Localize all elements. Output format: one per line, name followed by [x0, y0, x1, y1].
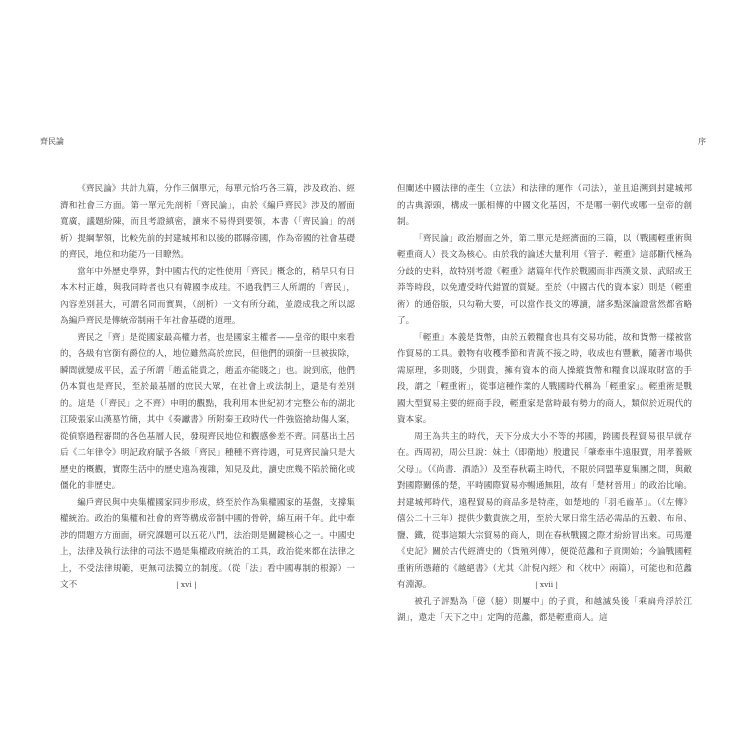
paragraph: 「齊民論」政治層面之外，第二單元是經濟面的三篇，以（戰國輕重術與輕重商人）長文為核心。由於我的論述大量利用《管子．輕重》這部斷代極為分歧的史料，故特別考證《輕重》諸篇年代作於戰國而非西漢文景、武昭或王莽等時段，以免遭受時代錯置的質疑。至於（中國古代的資本家）則是（輕重術）的通俗版，只勾勒大要，可以當作長文的導讀，諸多點深論證當然都省略了。: [397, 233, 692, 326]
paragraph-continuation: 但闡述中國法律的產生（立法）和法律的運作（司法），並且追溯到封建城邦的古典源頭，構成一脈相傳的中國文化基因，不是哪一朝代或哪一皇帝的創制。: [397, 184, 692, 227]
right-page-body: [397, 181, 692, 627]
paragraph: 被孔子評點為「億（臆）則屢中」的子貢，和越滅吳後「乘扁舟浮於江湖」，遨走「天下之中」定陶的范蠡，都是輕重商人。這: [397, 596, 692, 623]
running-header-left: 齊民論: [40, 137, 64, 146]
page-number-left: | xvi |: [176, 580, 197, 589]
paragraph: 當年中外歷史學界，對中國古代的定性使用「齊民」概念的，稍早只有日本木村正雄，與我同時者也只有韓國李成珪。不過我們三人所謂的「齊民」，內容差別甚大，可謂名同而實異，（剖析）一文有所分疏，並證成我之所以認為編戶齊民是傳統帝制兩千年社會基礎的道理。: [60, 266, 355, 326]
paragraph: 「輕重」本義是貨幣，由於五穀糧食也具有交易功能，故和貨幣一樣被當作貿易的工具。穀物有收穫季節和青黃不接之時，收成也有豐歉，隨著市場供需原理，多則賤，少則貴，擁有資本的商人操縱貨幣和糧食以謀取財富的手段，謂之「輕重術」，從事這種作業的人戰國時代稱為「輕重家」。輕重術是戰國大型貿易主要的經商手段，輕重家是當時最有勢力的商人，類似於近現代的資本家。: [397, 332, 692, 425]
left-page-body: [60, 181, 355, 594]
paragraph: 《齊民論》共計九篇，分作三個單元，每單元恰巧各三篇，涉及政治、經濟和社會三方面。第一單元先剖析「齊民論」，由於《編戶齊民》涉及的層面寬廣，議題紛陳，而且考證縝密，讀來不易得到要領，本書（「齊民論」的剖析）提綱挈領，比較先前的封建城邦和以後的郡縣帝國，作為帝國的社會基礎的齊民，地位和功能乃一目瞭然。: [60, 184, 355, 260]
page-number-right: | xvii |: [535, 580, 559, 589]
paragraph: 編戶齊民與中央集權國家同步形成，終至於作為集權國家的基盤，支撐集權統治。政治的集權和社會的齊等構成帝制中國的骨幹，綿互兩千年。此中牽涉的問題方方面面，研究課題可以五花八門，法治則是關鍵核心之一。中國史上，法律及執行法律的司法不過是集權政府統治的工具，政治從來都在法律之上，不受法律規範，更無司法獨立的制度。（從「法」看中國專制的根源）一文不: [60, 497, 355, 590]
paragraph: 周王為共主的時代，天下分成大小不等的邦國，跨國長程貿易很早就存在。西周初，周公旦說：妹土（即衛地）殷遺民「肇牽車牛遠服賈，用孝養厥父母」。（《尚書．酒誥》）及至春秋霸主時代，不限於同盟華夏集團之間，與敵對國際關係的楚，平時國際貿易亦暢通無阻，故有「楚材晉用」的政治比喻。封建城邦時代，遠程貿易的商品多是特產，如楚地的「羽毛齒革」。（《左傳》僖公二十三年）提供少數貴族之用，至於大眾日常生活必需品的五穀、布帛、鹽、鐵，從事這類大宗貿易的商人，則在春秋戰國之際才紛紛冒出來。司馬遷《史記》關於古代經濟史的（貨殖列傳），便從范蠡和子貢開始；今論戰國輕重術所憑藉的《越絕書》（尤其〈計倪內經〉和〈枕中〉兩篇），可能也和范蠡有淵源。: [397, 431, 692, 590]
paragraph: 齊民之「齊」是從國家最高權力者，也是國家主權者——皇帝的眼中來看的，各級有官銜有爵位的人，地位雖然高於庶民，但他們的頭銜一旦被拔除，瞬間就變成平民，孟子所謂「趙孟能貴之，趙孟亦能賤之」也。說到底，他們仍本質也是齊民，至於最基層的庶民大眾，在社會上或法制上，還是有差別的。這是（「齊民」之不齊）申明的觀點，我利用本世紀初才完整公布的湖北江陵張家山漢墓竹簡，其中《奏讞書》所附秦王政時代一件強盜搶劫傷人案，從偵察過程審問的各色基層人民，發現齊民地位和觀感參差不齊。同墓出土呂后《二年律令》明記政府賦予各級「齊民」種種不齊待遇，可見齊民論只是大歷史的概觀，實際生活中的歷史遠為複雜，知見及此，讀史庶幾不陷於簡化或僵化的非歷史。: [60, 332, 355, 491]
running-header-right: 序: [698, 137, 706, 146]
